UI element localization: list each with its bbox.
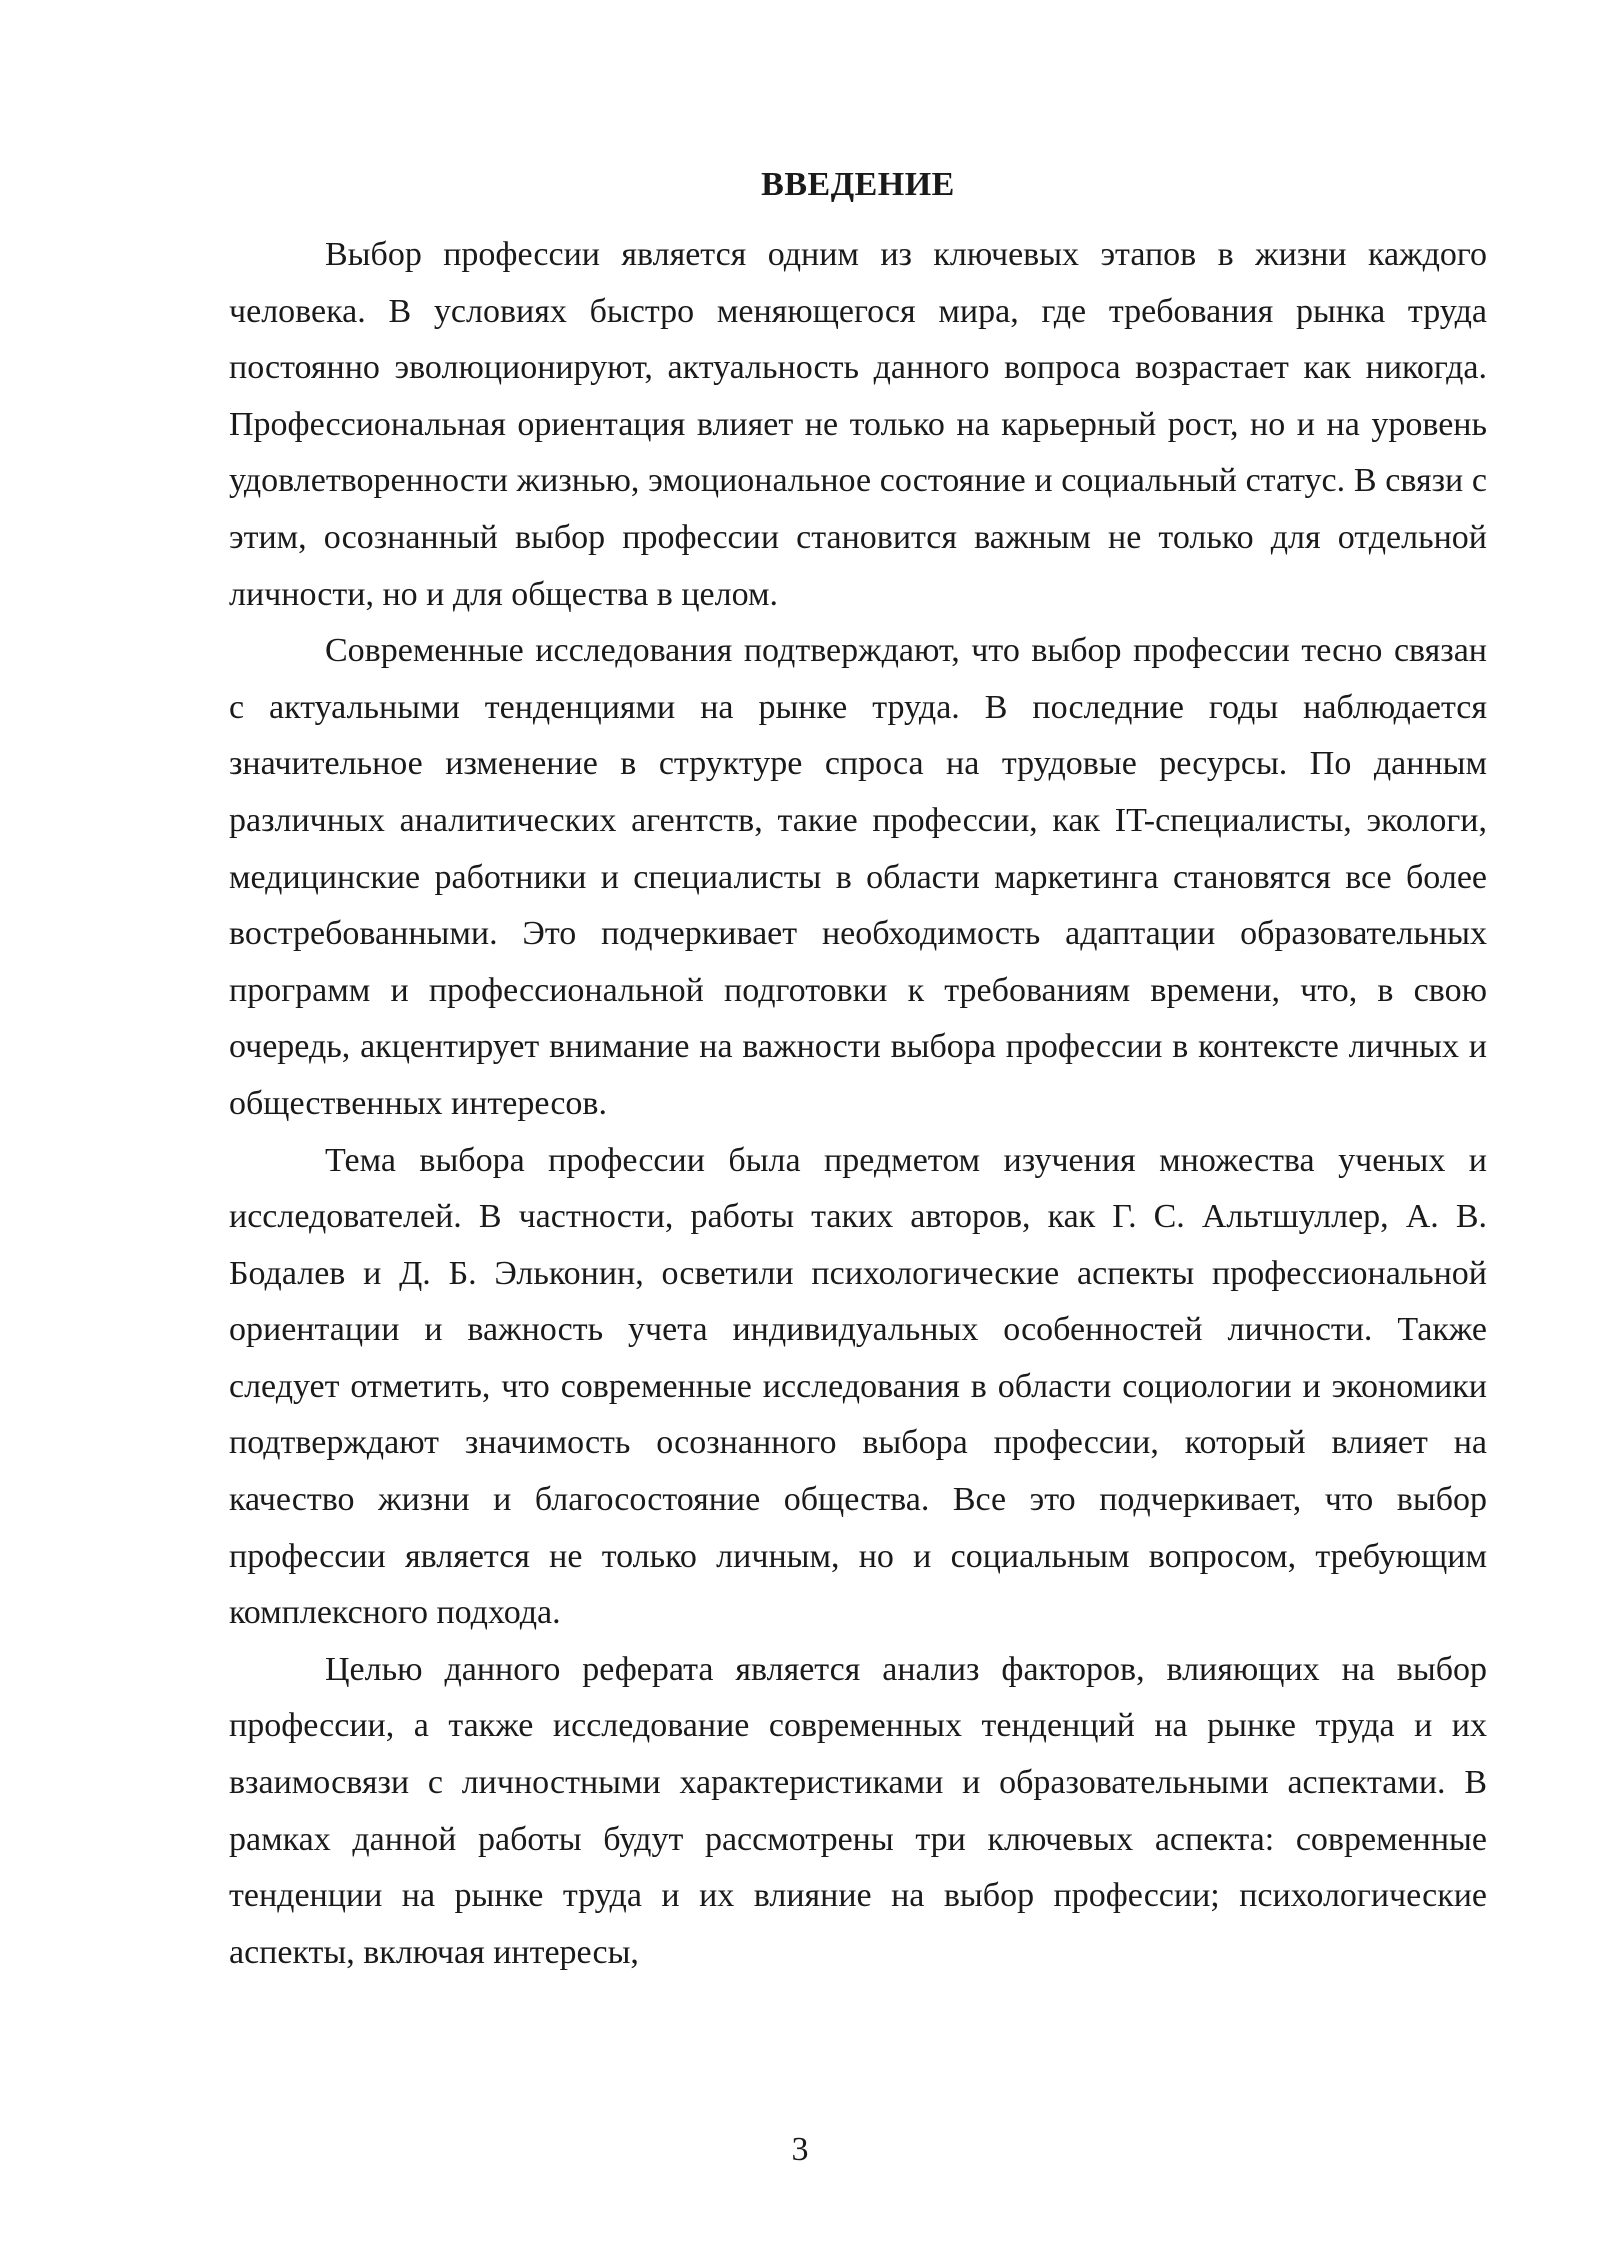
paragraph-2: Современные исследования подтверждают, что выбор профессии тесно связан с актуальными тенденциями на рынке труда. В последние годы наблюдается значительное изменение в структуре спроса на трудовые ресурсы. По данным различных аналитических агентств, такие профессии, как IT-специалисты, экологи, медицинские работники и специалисты в области маркетинга становятся все более востребованными. Это подчеркивает необходимость адаптации образовательных программ и профессиональной подготовки к требованиям времени, что, в свою очередь, акцентирует внимание на важности выбора профессии в контексте личных и общественных интересов. bbox=[229, 632, 1487, 1122]
paragraph-4: Целью данного реферата является анализ факторов, влияющих на выбор профессии, а также исследование современных тенденций на рынке труда и их взаимосвязи с личностными характеристиками и образовательными аспектами. В рамках данной работы будут рассмотрены три ключевых аспекта: современные тенденции на рынке труда и их влияние на выбор профессии; психологические аспекты, включая интересы, bbox=[229, 1650, 1487, 1971]
paragraph-3: Тема выбора профессии была предметом изучения множества ученых и исследователей. В частности, работы таких авторов, как Г. С. Альтшуллер, А. В. Бодалев и Д. Б. Эльконин, осветили психологические аспекты профессиональной ориентации и важность учета индивидуальных особенностей личности. Также следует отметить, что современные исследования в области социологии и экономики подтверждают значимость осознанного выбора профессии, который влияет на качество жизни и благосостояние общества. Все это подчеркивает, что выбор профессии является не только личным, но и социальным вопросом, требующим комплексного подхода. bbox=[229, 1141, 1487, 1632]
page-content bbox=[229, 165, 1487, 1981]
section-heading: ВВЕДЕНИЕ bbox=[761, 166, 955, 203]
page-number: 3 bbox=[791, 2131, 809, 2168]
paragraph-1: Выбор профессии является одним из ключевых этапов в жизни каждого человека. В условиях быстро меняющегося мира, где требования рынка труда постоянно эволюционируют, актуальность данного вопроса возрастает как никогда. Профессиональная ориентация влияет не только на карьерный рост, но и на уровень удовлетворенности жизнью, эмоциональное состояние и социальный статус. В связи с этим, осознанный выбор профессии становится важным не только для отдельной личности, но и для общества в целом. bbox=[229, 236, 1487, 613]
